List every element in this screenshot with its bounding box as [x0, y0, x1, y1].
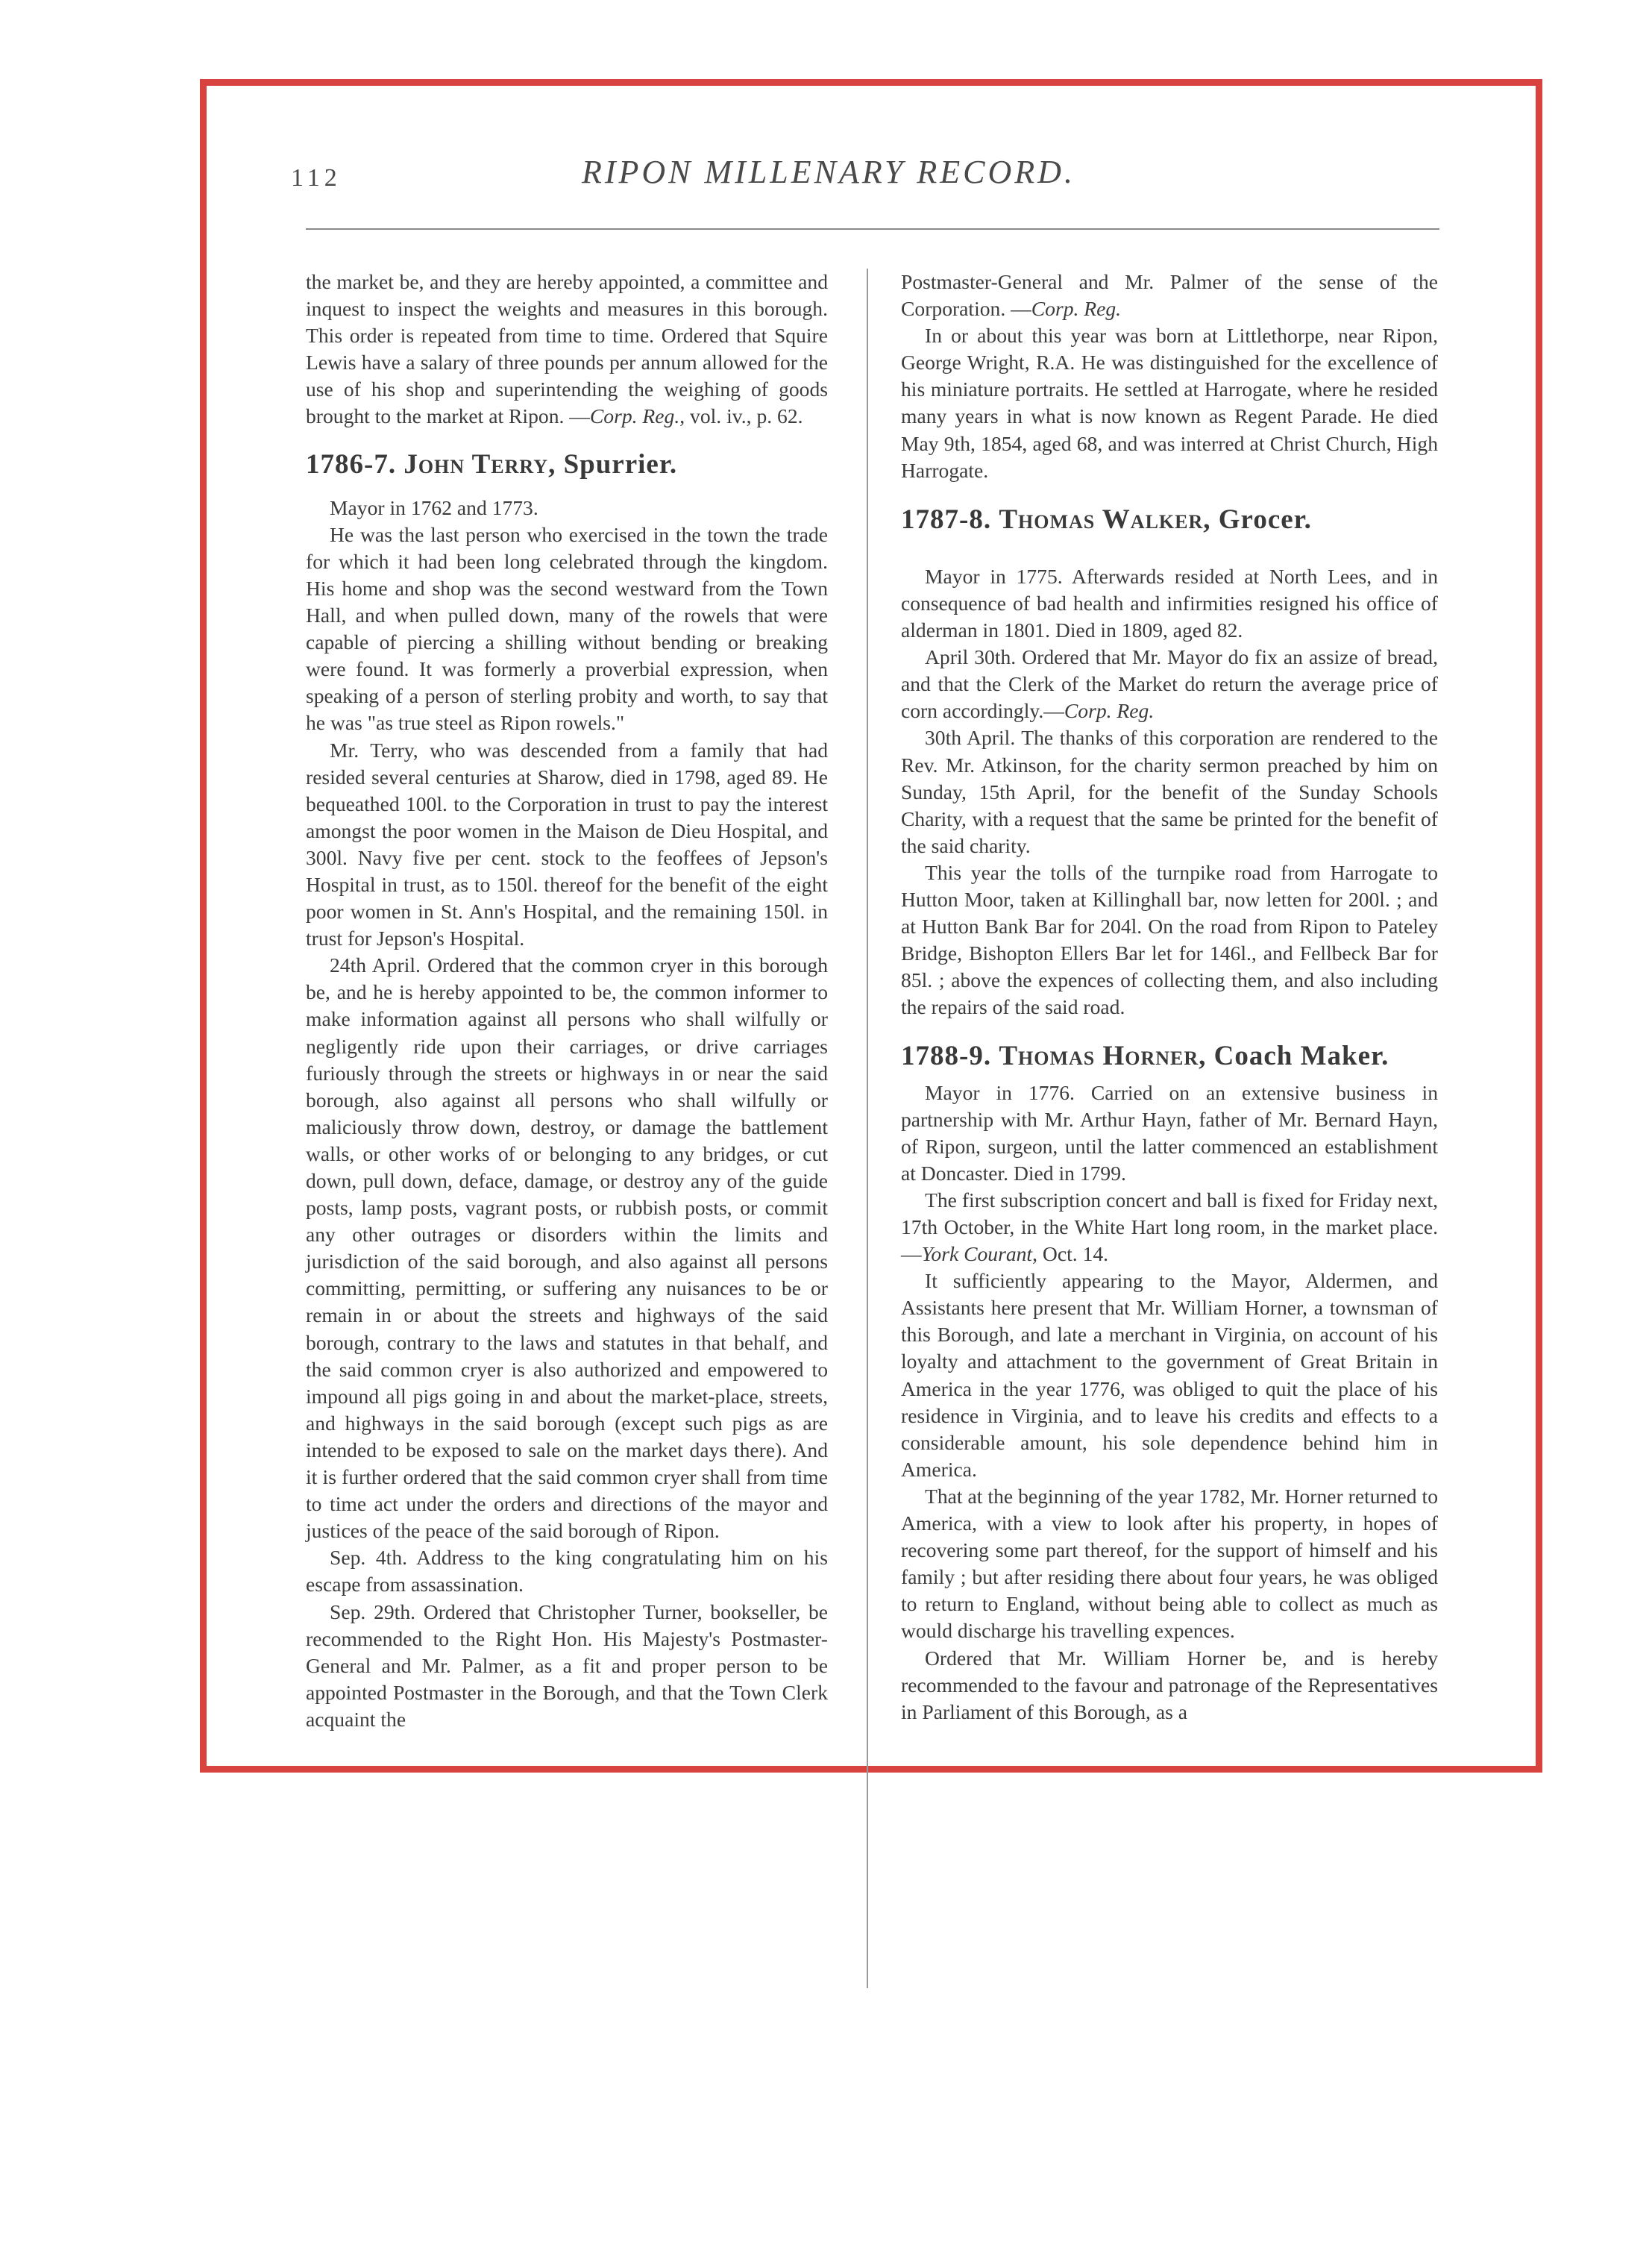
paragraph: This year the tolls of the turnpike road from Harrogate to Hutton Moor, taken at Killinghall bar, now letten for 200l. ; and at Hutton Bank Bar for 204l. On the road from Ripon to Pateley Bridge, Bishopton Ellers Bar let for 146l., and Fellbeck Bar for 85l. ; above the expences of collecting them, and also including the repairs of the said road.: [901, 860, 1438, 1019]
paragraph: Mayor in 1762 and 1773.: [330, 495, 538, 519]
header-rule: [306, 228, 1439, 230]
paragraph: In or about this year was born at Littlethorpe, near Ripon, George Wright, R.A. He was distinguished for the excellence of his miniature portraits. He settled at Harrogate, where he resided many years in what is now known as Regent Parade. He died May 9th, 1854, aged 68, and was interred at Christ Church, High Harrogate.: [901, 324, 1438, 482]
entry-heading-1787: 1787-8. Thomas Walker, Grocer.: [901, 504, 1312, 535]
paragraph: Sep. 4th. Address to the king congratulating him on his escape from assassination.: [306, 1546, 828, 1597]
right-column: [901, 269, 1438, 1726]
entry-heading-1786: 1786-7. John Terry, Spurrier.: [306, 448, 678, 480]
running-title: RIPON MILLENARY RECORD.: [582, 154, 1075, 190]
paragraph: Mayor in 1775. Afterwards resided at North Lees, and in consequence of bad health and infirmities resigned his office of alderman in 1801. Died in 1809, aged 82.: [901, 564, 1438, 642]
paragraph: Sep. 29th. Ordered that Christopher Turner, bookseller, be recommended to the Right Hon. His Majesty's Postmaster-General and Mr. Palmer, as a fit and proper person to be appointed Postmaster in the Borough, and that the Town Clerk acquaint the: [306, 1599, 828, 1731]
paragraph: Ordered that Mr. William Horner be, and is hereby recommended to the favour and patronage of the Representatives in Parliament of this Borough, as a: [901, 1646, 1438, 1723]
paragraph: It sufficiently appearing to the Mayor, Aldermen, and Assistants here present that Mr. William Horner, a townsman of this Borough, and late a merchant in Virginia, on account of his loyalty and attachment to the government of Great Britain in America in the year 1776, was obliged to quit the place of his residence in Virginia, and to leave his credits and effects to a considerable amount, his sole dependence behind him in America.: [901, 1269, 1438, 1481]
column-divider: [867, 269, 868, 1988]
paragraph: 24th April. Ordered that the common cryer in this borough be, and he is hereby appointed to be, the common informer to make information against all persons who shall wilfully or negligently ride upon their carriages, or drive carriages furiously through the streets or highways in or near the said borough, also against all persons who shall wilfully or maliciously throw down, destroy, or damage the battlement walls, or other works of or belonging to any bridges, or cut down, pull down, deface, damage, or destroy any of the guide posts, lamp posts, vagrant posts, or rubbish posts, or commit any other outrages or disorders within the limits and jurisdiction of the said borough, and also against all persons committing, permitting, or suffering any nuisances to be or remain in or about the streets and highways of the said borough, contrary to the laws and statutes in that behalf, and the said common cryer is also authorized and empowered to impound all pigs going in and about the market-place, streets, and highways in the said borough (except such pigs as are intended to be exposed to sale on the market days there). And it is further ordered that the said common cryer shall from time to time act under the orders and directions of the mayor and justices of the peace of the said borough of Ripon.: [306, 953, 828, 1543]
paragraph: the market be, and they are hereby appointed, a committee and inquest to inspect the weights and measures in this borough. This order is repeated from time to time. Ordered that Squire Lewis have a salary of three pounds per annum allowed for the use of his shop and superintending the weighing of goods brought to the market at Ripon. —Corp. Reg., vol. iv., p. 62.: [306, 270, 828, 428]
paragraph: Mr. Terry, who was descended from a family that had resided several centuries at Sharow, died in 1798, aged 89. He bequeathed 100l. to the Corporation in trust to pay the interest amongst the poor women in the Maison de Dieu Hospital, and 300l. Navy five per cent. stock to the feoffees of Jepson's Hospital in trust, as to 150l. thereof for the benefit of the eight poor women in St. Ann's Hospital, and the remaining 150l. in trust for Jepson's Hospital.: [306, 738, 828, 950]
paragraph: April 30th. Ordered that Mr. Mayor do fix an assize of bread, and that the Clerk of the Market do return the average price of corn accordingly.—Corp. Reg.: [901, 645, 1438, 723]
paragraph: 30th April. The thanks of this corporation are rendered to the Rev. Mr. Atkinson, for the charity sermon preached by him on Sunday, 15th April, for the benefit of the Sunday Schools Charity, with a request that the same be printed for the benefit of the said charity.: [901, 726, 1438, 857]
entry-heading-1788: 1788-9. Thomas Horner, Coach Maker.: [901, 1041, 1389, 1072]
paragraph: That at the beginning of the year 1782, Mr. Horner returned to America, with a view to look after his property, in hopes of recovering some part thereof, for the support of himself and his family ; but after residing there about four years, he was obliged to return to England, without being able to collect as much as would discharge his travelling expences.: [901, 1484, 1438, 1643]
paragraph: Postmaster-General and Mr. Palmer of the sense of the Corporation. —Corp. Reg.: [901, 270, 1438, 321]
left-column: [306, 269, 828, 1733]
paragraph: The first subscription concert and ball is fixed for Friday next, 17th October, in the White Hart long room, in the market place.—York Courant, Oct. 14.: [901, 1188, 1438, 1266]
paragraph: He was the last person who exercised in the town the trade for which it had been long celebrated through the kingdom. His home and shop was the second westward from the Town Hall, and when pulled down, many of the rowels that were capable of piercing a shilling without bending or breaking were found. It was formerly a proverbial expression, when speaking of a person of sterling probity and worth, to say that he was "as true steel as Ripon rowels.": [306, 522, 828, 735]
paragraph: Mayor in 1776. Carried on an extensive business in partnership with Mr. Arthur Hayn, father of Mr. Bernard Hayn, of Ripon, surgeon, until the latter commenced an establishment at Doncaster. Died in 1799.: [901, 1080, 1438, 1185]
page-number: 112: [291, 164, 342, 192]
